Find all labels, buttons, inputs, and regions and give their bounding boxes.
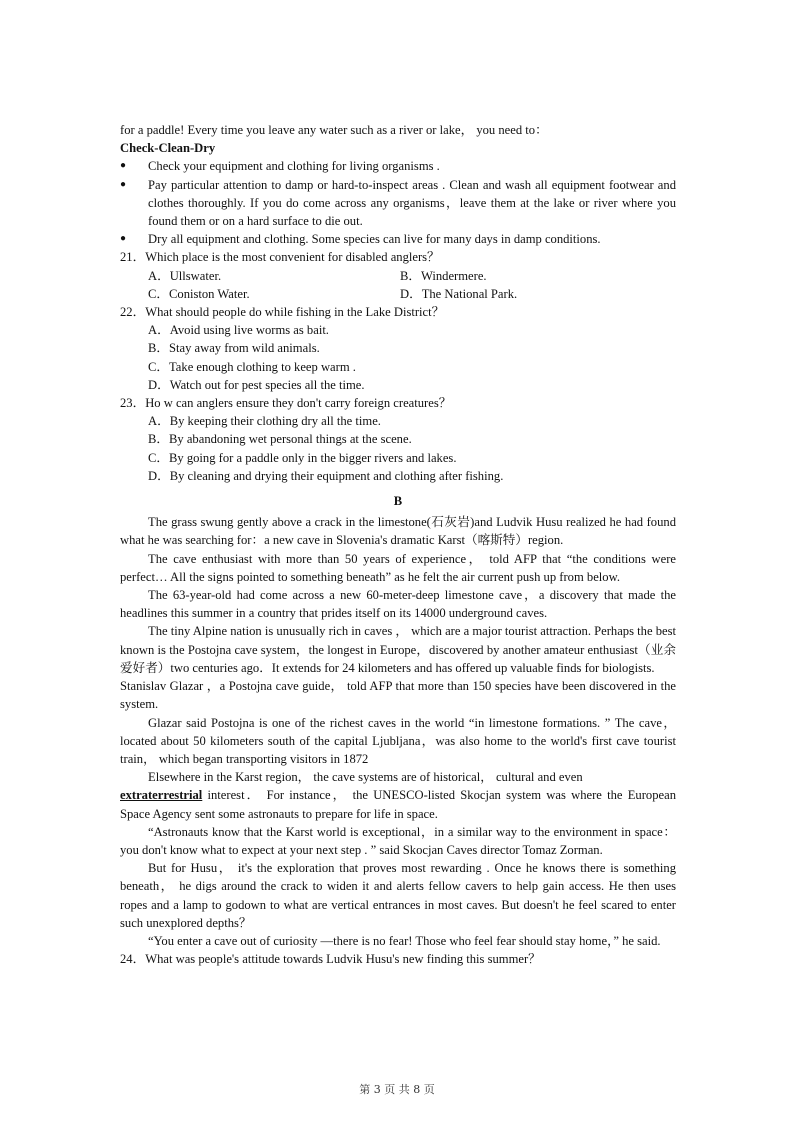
intro-line: for a paddle! Every time you leave any water such as a river or lake， you need to：: [120, 123, 548, 137]
option-d: D．Watch out for pest species all the time.: [148, 377, 365, 392]
passage-paragraph-3: The 63-year-old had come across a new 60-meter-deep limestone cave，a discovery that made the headlines this summer in a country that prides itself on its 14000 underground caves.: [120, 588, 676, 621]
question-23: [120, 394, 676, 485]
passage-paragraph-8: “Astronauts know that the Karst world is exceptional，in a similar way to the environment in space：you don't know what to expect at your next step . ” said Skocjan Caves director Tomaz Zorman.: [120, 824, 676, 857]
option-b: B．By abandoning wet personal things at the scene.: [148, 432, 412, 447]
option-b: B．Windermere.: [400, 268, 487, 283]
bullet-item: ● Pay particular attention to damp or hard-to-inspect areas . Clean and wash all equipment footwear and clothes thoroughly. If you do come across any organisms，leave them at the lake or river where you found them or on a hard surface to die out.: [120, 177, 676, 229]
paragraph-7-start: Elsewhere in the Karst region， the cave systems are of historical， cultural and even: [148, 770, 583, 785]
question-stem: 21．Which place is the most convenient for disabled anglers？: [120, 250, 440, 265]
options: [120, 412, 676, 485]
passage-paragraph-5: Stanislav Glazar ，a Postojna cave guide， told AFP that more than 150 species have been discovered in the system.: [120, 679, 676, 712]
underlined-keyword: extraterrestrial: [120, 788, 203, 803]
question-24-stem: 24．What was people's attitude towards Ludvik Husu's new finding this summer？: [120, 952, 541, 967]
passage-paragraph-1: The grass swung gently above a crack in the limestone(石灰岩)and Ludvik Husu realized he had found what he was searching for：a new cave in Slovenia's dramatic Karst（喀斯特）region.: [120, 515, 676, 548]
question-21: [120, 248, 676, 303]
bullet-icon: ●: [120, 178, 127, 190]
option-a: A．Ullswater.: [148, 268, 222, 283]
section-b-title: B: [393, 494, 403, 509]
bullet-item: ● Dry all equipment and clothing. Some species can live for many days in damp conditions.: [120, 230, 676, 248]
passage-paragraph-2: The cave enthusiast with more than 50 years of experience， told AFP that “the conditions were perfect… All the signs pointed to something beneath” as he felt the air current push up from below.: [120, 551, 676, 584]
passage-paragraph-9: But for Husu， it's the exploration that proves most rewarding . Once he knows there is something beneath， he digs around the crack to widen it and alerts fellow cavers to help gain access. He then uses ropes and a lamp to godown to what are vertical entrances in most caves. But doesn't he feel scared to enter such unexplored depths？: [120, 861, 676, 930]
passage-paragraph-6: Glazar said Postojna is one of the richest caves in the world “in limestone formations. ” The cave，located about 50 kilometers south of the capital Ljubljana，was also home to the world's first cave tourist train， which began transporting visitors in 1872: [120, 715, 676, 766]
option-d: D．The National Park.: [400, 286, 518, 301]
question-stem: 22．What should people do while fishing in the Lake District？: [120, 305, 445, 320]
question-stem: 23．Ho w can anglers ensure they don't carry foreign creatures？: [120, 396, 452, 411]
question-22: [120, 303, 676, 394]
options: [120, 321, 676, 394]
bullet-icon: ●: [120, 233, 127, 245]
check-clean-dry-heading: Check-Clean-Dry: [120, 141, 216, 156]
bullet-list: [120, 157, 676, 248]
passage-paragraph-7: [120, 768, 676, 823]
page-content: [120, 121, 676, 968]
page-footer: 第 3 页 共 8 页: [359, 1083, 435, 1096]
options: [120, 267, 676, 303]
paragraph-7-end: interest． For instance， the UNESCO-listed Skocjan system was where the European Space Agency sent some astronauts to prepare for life in space.: [120, 788, 676, 821]
option-c: C．Coniston Water.: [148, 286, 250, 301]
bullet-icon: ●: [120, 160, 127, 172]
bullet-item: ● Check your equipment and clothing for living organisms .: [120, 157, 676, 175]
option-c: C．By going for a paddle only in the bigger rivers and lakes.: [148, 450, 457, 465]
option-d: D．By cleaning and drying their equipment and clothing after fishing.: [148, 468, 504, 483]
option-a: A．By keeping their clothing dry all the time.: [148, 414, 381, 429]
option-a: A．Avoid using live worms as bait.: [148, 323, 329, 338]
option-b: B．Stay away from wild animals.: [148, 341, 320, 356]
passage-paragraph-10: “You enter a cave out of curiosity —there is no fear! Those who feel fear should stay home，” he said.: [148, 933, 661, 948]
passage-paragraph-4: The tiny Alpine nation is unusually rich in caves ， which are a major tourist attraction. Perhaps the best known is the Postojna cave system，the longest in Europe，discovered by another amateur enthusiast（业余爱好者）two centuries ago．It extends for 24 kilometers and has offered up valuable finds for biologists.: [120, 624, 676, 675]
option-c: C．Take enough clothing to keep warm .: [148, 359, 356, 374]
